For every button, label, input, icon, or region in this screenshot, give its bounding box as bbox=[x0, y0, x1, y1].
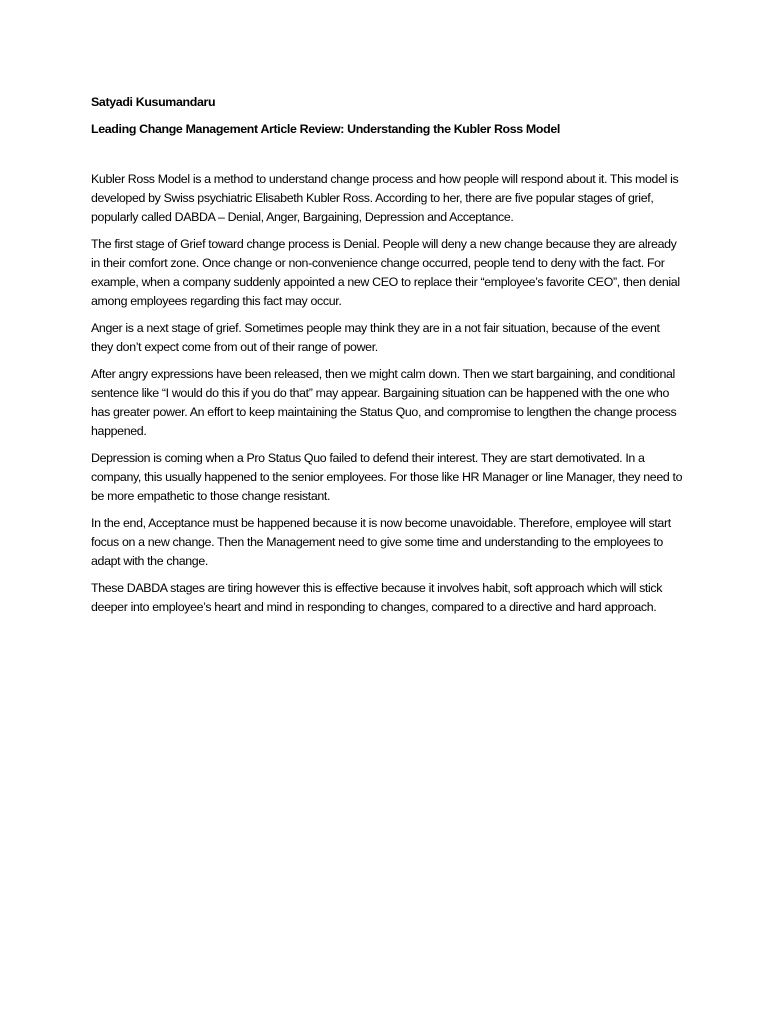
paragraph-intro: Kubler Ross Model is a method to understand change process and how people will respond about it. This model is developed by Swiss psychiatric Elisabeth Kubler Ross. According to her, there are five popular stages of grief, popularly called DABDA – Denial, Anger, Bargaining, Depression and Acceptance. bbox=[91, 172, 679, 224]
paragraph-acceptance: In the end, Acceptance must be happened because it is now become unavoidable. Therefore, employee will start focus on a new change. Then the Management need to give some time and understanding to the employees to adapt with the change. bbox=[91, 516, 671, 568]
document-title: Leading Change Management Article Review: Understanding the Kubler Ross Model bbox=[91, 122, 560, 136]
document-body bbox=[91, 93, 683, 625]
paragraph-anger: Anger is a next stage of grief. Sometimes people may think they are in a not fair situation, because of the event they don’t expect come from out of their range of power. bbox=[91, 321, 660, 354]
paragraph-conclusion: These DABDA stages are tiring however this is effective because it involves habit, soft approach which will stick deeper into employee’s heart and mind in responding to changes, compared to a directive and hard approach. bbox=[91, 581, 663, 614]
author-name: Satyadi Kusumandaru bbox=[91, 95, 216, 109]
paragraph-depression: Depression is coming when a Pro Status Quo failed to defend their interest. They are start demotivated. In a company, this usually happened to the senior employees. For those like HR Manager or line Manager, they need to be more empathetic to those change resistant. bbox=[91, 451, 683, 503]
paragraph-bargaining: After angry expressions have been released, then we might calm down. Then we start bargaining, and conditional sentence like “I would do this if you do that” may appear. Bargaining situation can be happened with the one who has greater power. An effort to keep maintaining the Status Quo, and compromise to lengthen the change process happened. bbox=[91, 367, 677, 438]
paragraph-denial: The first stage of Grief toward change process is Denial. People will deny a new change because they are already in their comfort zone. Once change or non-convenience change occurred, people tend to deny with the fact. For example, when a company suddenly appointed a new CEO to replace their “employee’s favorite CEO”, then denial among employees regarding this fact may occur. bbox=[91, 237, 680, 308]
